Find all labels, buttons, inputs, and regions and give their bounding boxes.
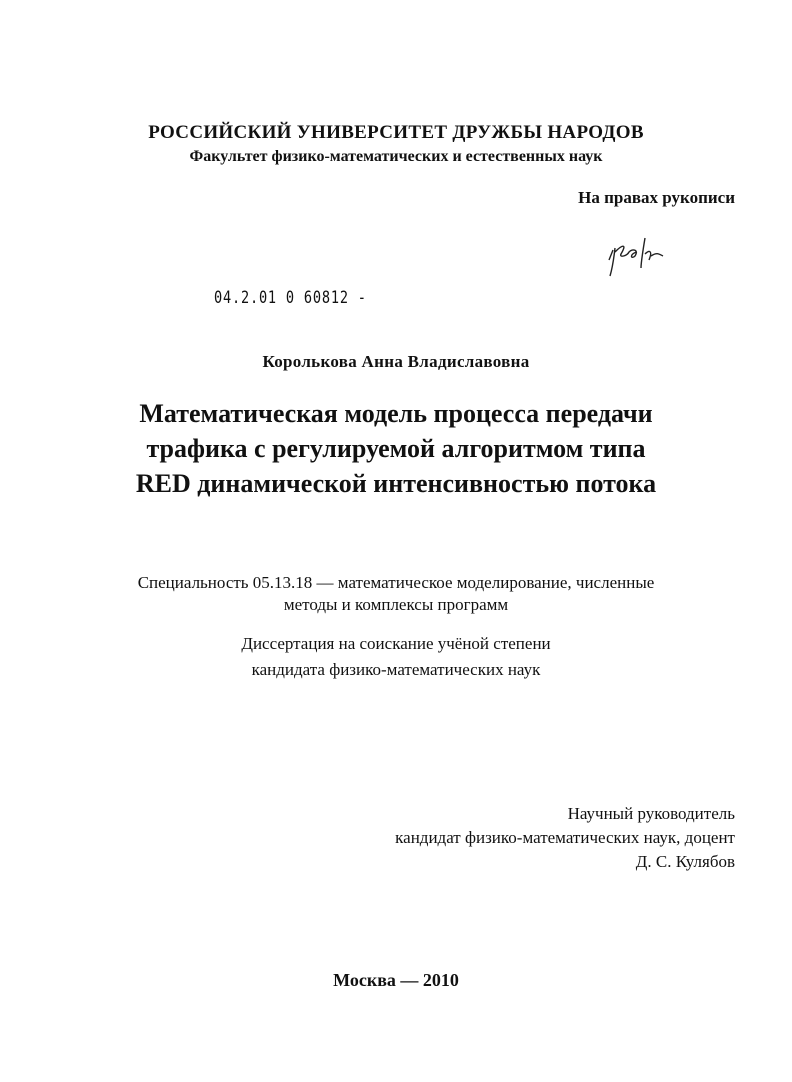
supervisor-label: Научный руководитель: [567, 804, 735, 823]
catalog-code: 04.2.01 0 60812 -: [214, 288, 367, 308]
university-name: РОССИЙСКИЙ УНИВЕРСИТЕТ ДРУЖБЫ НАРОДОВ: [148, 122, 644, 143]
specialty-line: методы и комплексы программ: [283, 595, 509, 614]
dissertation-degree: [0, 631, 792, 683]
supervisor-name: Д. С. Кулябов: [635, 852, 735, 871]
author-name: Королькова Анна Владиславовна: [262, 352, 530, 371]
title-line: трафика с регулируемой алгоритмом типа: [146, 434, 646, 463]
specialty: [0, 572, 792, 616]
degree-line: Диссертация на соискание учёной степени: [241, 634, 551, 653]
dissertation-title: [0, 396, 792, 501]
city-year: Москва — 2010: [333, 970, 459, 990]
title-line: RED динамической интенсивностью потока: [135, 469, 657, 498]
supervisor-degree: кандидат физико-математических наук, доцент: [395, 828, 735, 847]
supervisor-block: [395, 802, 735, 874]
faculty-name: Факультет физико-математических и естественных наук: [189, 148, 603, 165]
degree-line: кандидата физико-математических наук: [251, 660, 541, 679]
specialty-line: Специальность 05.13.18 — математическое моделирование, численные: [137, 573, 655, 592]
rights-note: На правах рукописи: [578, 188, 735, 207]
title-line: Математическая модель процесса передачи: [139, 399, 653, 428]
signature: [605, 232, 705, 282]
